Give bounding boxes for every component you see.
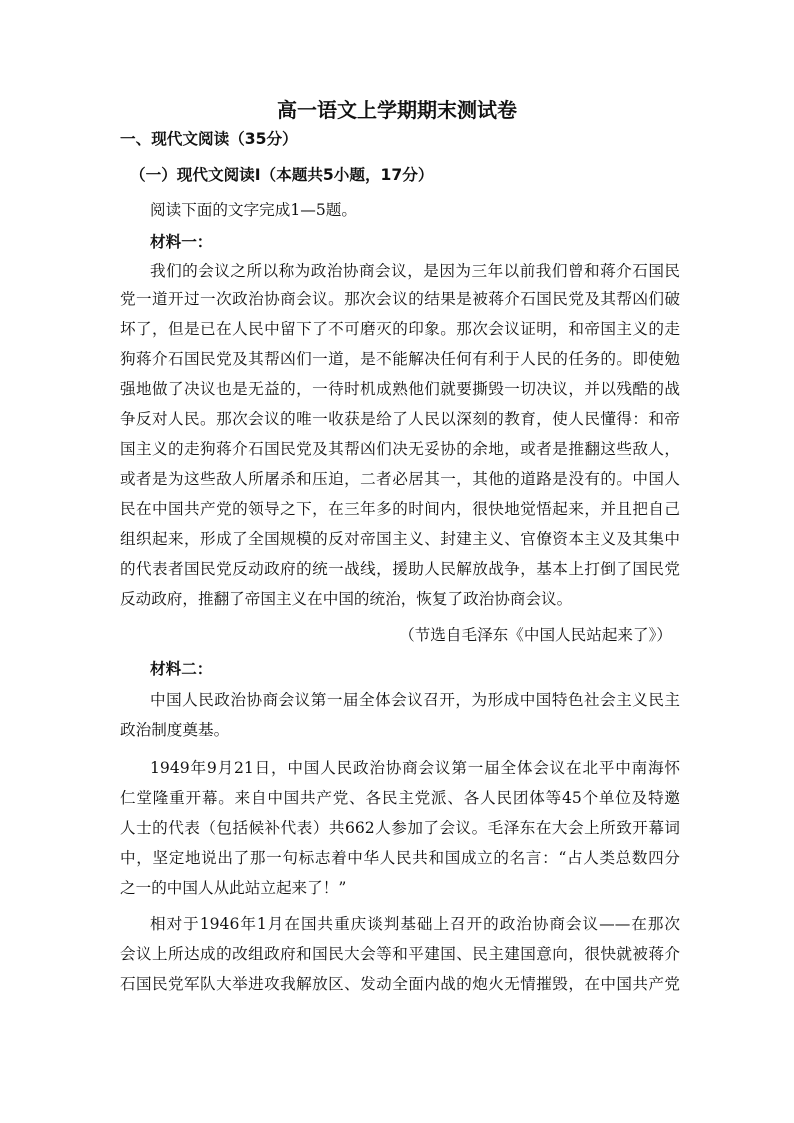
subsection-heading: （一）现代文阅读Ⅰ（本题共5小题，17分） bbox=[130, 166, 434, 184]
paragraph-line: 相对于1946年1月在国共重庆谈判基础上召开的政治协商会议——在那次 bbox=[150, 915, 680, 933]
paragraph-line: 反动政府，推翻了帝国主义在中国的统治，恢复了政治协商会议。 bbox=[120, 590, 573, 608]
material1-label: 材料一： bbox=[150, 233, 213, 251]
material2-label: 材料二： bbox=[150, 660, 213, 678]
paragraph-line: 民在中国共产党的领导之下，在三年多的时间内，很快地觉悟起来，并且把自己 bbox=[120, 500, 680, 518]
paragraph-line: 国主义的走狗蒋介石国民党及其帮凶们决无妥协的余地，或者是推翻这些敌人， bbox=[120, 440, 680, 458]
paragraph-line: 中，坚定地说出了那一句标志着中华人民共和国成立的名言：“占人类总数四分 bbox=[120, 849, 680, 867]
paragraph-line: 仁堂隆重开幕。来自中国共产党、各民主党派、各人民团体等45个单位及特邀 bbox=[120, 789, 680, 807]
paragraph-line: 之一的中国人从此站立起来了！” bbox=[120, 879, 347, 897]
paragraph-line: 强地做了决议也是无益的，一待时机成熟他们就要撕毁一切决议，并以残酷的战 bbox=[120, 380, 680, 398]
paragraph-line: 狗蒋介石国民党及其帮凶们一道，是不能解决任何有利于人民的任务的。即使勉 bbox=[120, 350, 680, 368]
instruction-text: 阅读下面的文字完成1—5题。 bbox=[150, 201, 357, 219]
paragraph-line: 会议上所达成的改组政府和国民大会等和平建国、民主建国意向，很快就被蒋介 bbox=[120, 945, 680, 963]
paragraph-line: 党一道开过一次政治协商会议。那次会议的结果是被蒋介石国民党及其帮凶们破 bbox=[120, 290, 680, 308]
paragraph-line: 政治制度奠基。 bbox=[120, 721, 230, 739]
paragraph-line: 我们的会议之所以称为政治协商会议，是因为三年以前我们曾和蒋介石国民 bbox=[150, 262, 680, 280]
document-title: 高一语文上学期期末测试卷 bbox=[277, 98, 517, 122]
paragraph-line: 中国人民政治协商会议第一届全体会议召开，为形成中国特色社会主义民主 bbox=[150, 691, 680, 709]
section-heading: 一、现代文阅读（35分） bbox=[120, 130, 298, 148]
paragraph-line: 的代表者国民党反动政府的统一战线，援助人民解放战争，基本上打倒了国民党 bbox=[120, 560, 680, 578]
paragraph-line: 组织起来，形成了全国规模的反对帝国主义、封建主义、官僚资本主义及其集中 bbox=[120, 530, 680, 548]
paragraph-line: 1949年9月21日，中国人民政治协商会议第一届全体会议在北平中南海怀 bbox=[150, 759, 680, 777]
source-citation: （节选自毛泽东《中国人民站起来了》） bbox=[399, 626, 672, 644]
paragraph-line: 或者是为这些敌人所屠杀和压迫，二者必居其一，其他的道路是没有的。中国人 bbox=[120, 470, 680, 488]
paragraph-line: 坏了，但是已在人民中留下了不可磨灭的印象。那次会议证明，和帝国主义的走 bbox=[120, 320, 680, 338]
paragraph-line: 争反对人民。那次会议的唯一收获是给了人民以深刻的教育，使人民懂得：和帝 bbox=[120, 410, 680, 428]
paragraph-line: 石国民党军队大举进攻我解放区、发动全面内战的炮火无情摧毁，在中国共产党 bbox=[120, 975, 680, 993]
paragraph-line: 人士的代表（包括候补代表）共662人参加了会议。毛泽东在大会上所致开幕词 bbox=[120, 819, 680, 837]
